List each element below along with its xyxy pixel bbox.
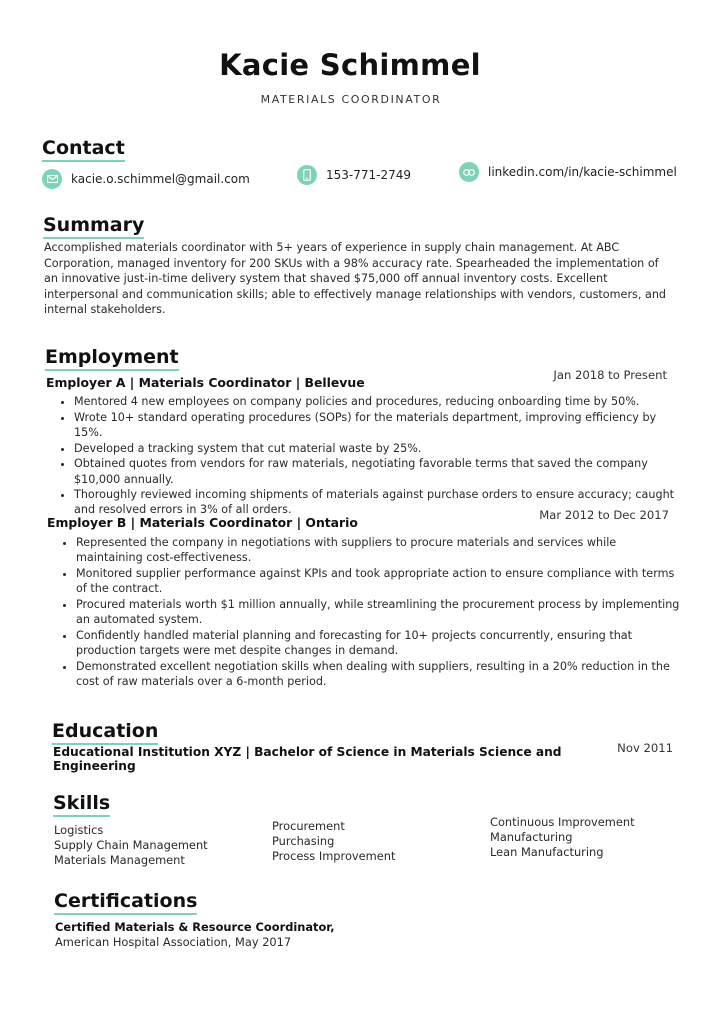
summary-text: Accomplished materials coordinator with 5+ years of experience in supply chain management. At ABC Corporation, managed inventory for 200 SKUs with a 98% accuracy rate. Spearheaded the implementation of an innovative just-in-time delivery system that shaved $75,000 off annual inventory costs. Excellent interpersonal and communication skills; able to effectively manage relationships with vendors, customers, and internal stakeholders.: [44, 241, 667, 317]
candidate-name: Kacie Schimmel: [219, 48, 481, 82]
education-date: Nov 2011: [617, 741, 673, 755]
contact-email-text: kacie.o.schimmel@gmail.com: [71, 172, 250, 186]
phone-icon: [297, 165, 317, 185]
email-icon: [42, 169, 62, 189]
job-a-bullet: • Thoroughly reviewed incoming shipments of materials against purchase orders to ensure accuracy; caught and resolved errors in 3% of all orders.: [74, 487, 676, 517]
contact-phone-text: 153-771-2749: [326, 168, 412, 182]
skill-item: Process Improvement: [272, 849, 396, 864]
job-b-bullet: • Demonstrated excellent negotiation skills when dealing with suppliers, resulting in a 20% reduction in the cost of raw materials over a 6-month period.: [76, 659, 682, 689]
job-a-header: Employer A | Materials Coordinator | Bellevue: [46, 375, 365, 390]
job-b-dates: Mar 2012 to Dec 2017: [539, 508, 669, 522]
job-a-bullet: • Mentored 4 new employees on company policies and procedures, reducing onboarding time by 50%.: [74, 394, 676, 409]
contact-linkedin-text: linkedin.com/in/kacie-schimmel: [488, 165, 677, 179]
skill-item: Purchasing: [272, 834, 335, 849]
skills-heading: Skills: [53, 792, 110, 817]
skill-item: Materials Management: [54, 853, 185, 868]
contact-linkedin[interactable]: [459, 162, 677, 182]
job-b-bullet: • Represented the company in negotiations with suppliers to procure materials and services while maintaining cost-effectiveness.: [76, 535, 682, 565]
link-icon: [459, 162, 479, 182]
job-b-bullets: [46, 535, 682, 690]
employment-heading: Employment: [45, 346, 179, 371]
job-a-dates: Jan 2018 to Present: [553, 368, 667, 382]
job-b-bullet: • Monitored supplier performance against KPIs and took appropriate action to ensure compliance with terms of the contract.: [76, 566, 682, 596]
skills-column-3: [490, 815, 635, 861]
contact-email[interactable]: [42, 169, 250, 189]
job-b-bullet: • Procured materials worth $1 million annually, while streamlining the procurement process by implementing an automated system.: [76, 597, 682, 627]
job-a-bullet: • Obtained quotes from vendors for raw materials, negotiating favorable terms that saved the company $10,000 annually.: [74, 456, 676, 486]
skill-item: Manufacturing: [490, 830, 573, 845]
job-a-bullets: [44, 394, 676, 518]
skills-column-2: [272, 819, 395, 865]
skills-column-1: [54, 823, 208, 869]
job-a-bullet: • Wrote 10+ standard operating procedures (SOPs) for the materials department, improving efficiency by 15%.: [74, 410, 676, 440]
contact-phone[interactable]: [297, 165, 411, 185]
skill-item: Logistics: [54, 823, 104, 837]
skill-item: Supply Chain Management: [54, 838, 208, 853]
job-b-header: Employer B | Materials Coordinator | Ontario: [47, 515, 358, 530]
summary-heading: Summary: [43, 214, 144, 239]
certification-org: American Hospital Association, May 2017: [55, 935, 292, 949]
certifications-heading: Certifications: [54, 890, 197, 915]
education-entry: Educational Institution XYZ | Bachelor of Science in Materials Science and Engineering: [53, 745, 562, 773]
education-heading: Education: [52, 720, 158, 745]
certification-name: Certified Materials & Resource Coordinator,: [55, 920, 335, 934]
candidate-title: MATERIALS COORDINATOR: [260, 93, 442, 106]
skill-item: Procurement: [272, 819, 345, 833]
job-a-bullet: • Developed a tracking system that cut material waste by 25%.: [74, 441, 676, 456]
contact-heading: Contact: [42, 137, 125, 162]
skill-item: Lean Manufacturing: [490, 845, 604, 860]
job-b-bullet: • Confidently handled material planning and forecasting for 10+ projects concurrently, ensuring that production targets were met despite changes in demand.: [76, 628, 682, 658]
skill-item: Continuous Improvement: [490, 815, 635, 829]
